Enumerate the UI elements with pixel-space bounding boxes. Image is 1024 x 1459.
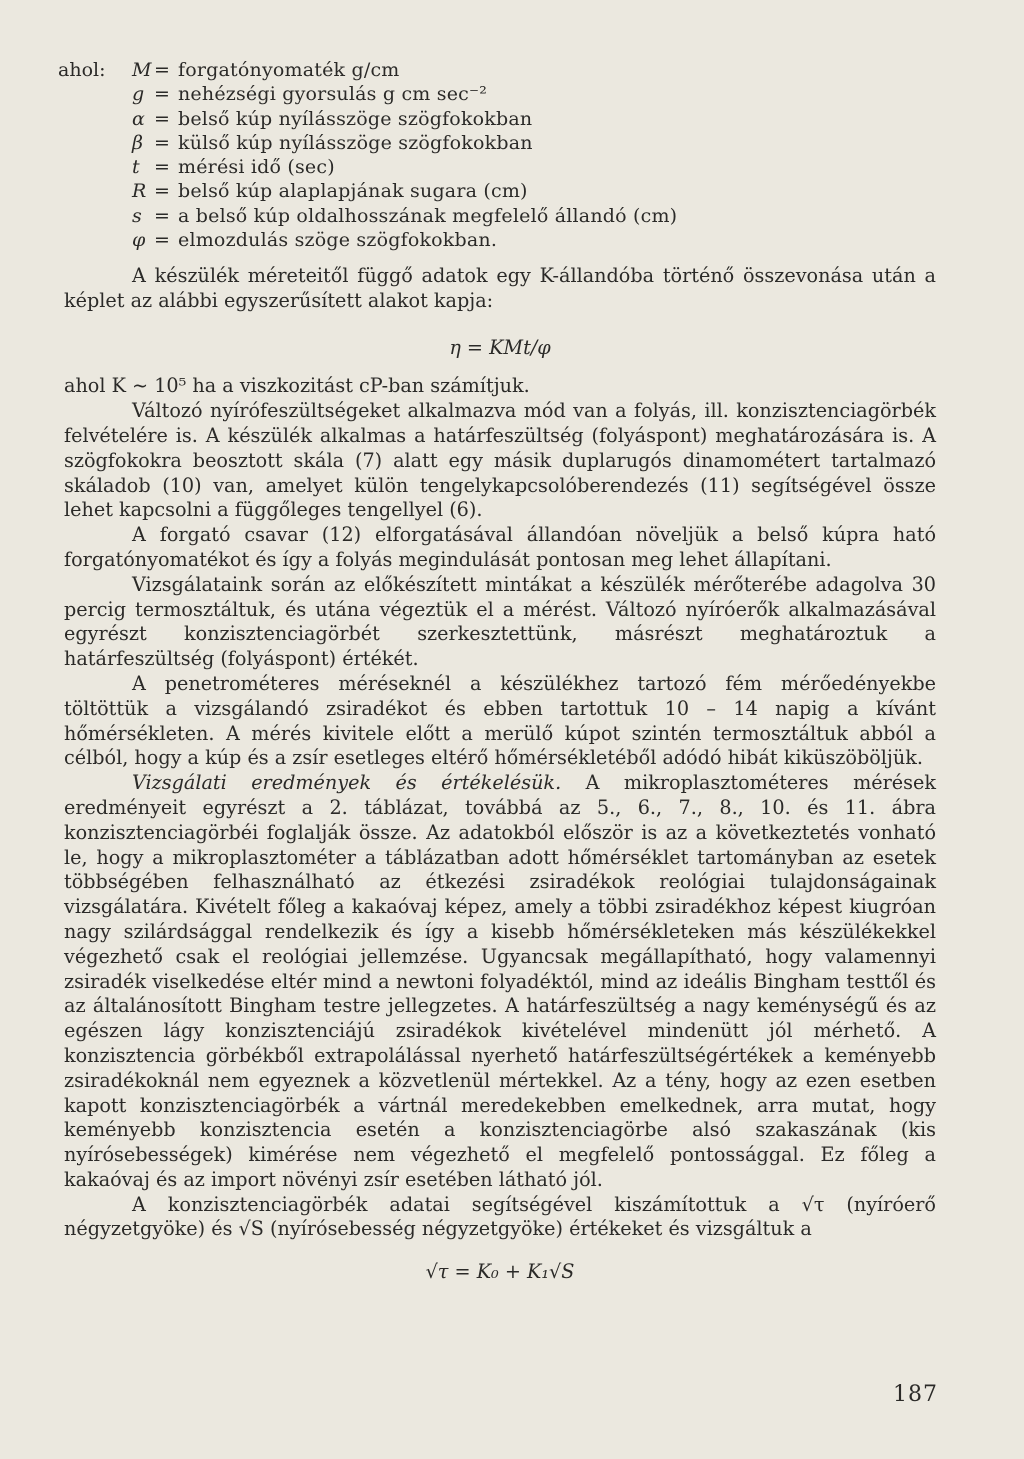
definition-text: a belső kúp oldalhosszának megfelelő állandó (cm)	[178, 204, 678, 227]
equals-sign: =	[154, 156, 170, 179]
equals-sign: =	[154, 59, 170, 81]
symbol: R	[132, 180, 147, 203]
paragraph: A készülék méreteitől függő adatok egy K-állandóba történő összevonása után a képlet az alábbi egyszerűsített alakot kapja:	[64, 264, 936, 312]
page-number: 187	[893, 1382, 938, 1407]
equals-sign: =	[154, 107, 170, 130]
equals-sign: =	[154, 180, 170, 203]
paragraph: ahol K ~ 10⁵ ha a viszkozitást cP-ban számítjuk.	[64, 374, 530, 398]
equals-sign: =	[154, 229, 170, 252]
definition-row	[58, 82, 958, 106]
definition-text: belső kúp alaplapjának sugara (cm)	[178, 180, 528, 203]
symbol: M	[132, 59, 152, 81]
definition-row	[58, 228, 958, 252]
equals-sign: =	[154, 204, 170, 227]
section-heading: Vizsgálati eredmények és értékelésük.	[132, 771, 562, 795]
symbol: β	[132, 131, 143, 154]
paragraph: A konzisztenciagörbék adatai segítségével kiszámítottuk a √τ (nyíróerő négyzetgyöke) és √S (nyírósebesség négyzetgyöke) értékeket és vizsgáltuk a	[64, 1192, 936, 1241]
regression-formula: √τ = K₀ + K₁√S	[425, 1260, 575, 1284]
definition-row	[58, 155, 958, 179]
symbol: s	[132, 204, 142, 227]
definition-text: forgatónyomaték g/cm	[178, 59, 400, 81]
lead-word: ahol:	[58, 59, 106, 81]
definition-row	[58, 107, 958, 131]
definition-text: nehézségi gyorsulás g cm sec⁻²	[178, 83, 488, 106]
definition-row	[58, 58, 958, 82]
definition-text: mérési idő (sec)	[178, 156, 335, 179]
definition-text: külső kúp nyílásszöge szögfokokban	[178, 131, 533, 154]
symbol-definitions	[58, 58, 958, 252]
body-text	[64, 264, 936, 1285]
paragraph	[64, 771, 936, 1193]
paragraph: A forgató csavar (12) elforgatásával állandóan növeljük a belső kúpra ható forgatónyomatékot és így a folyás megindulását pontosan meg lehet állapítani.	[64, 523, 936, 571]
paragraph: A penetrométeres méréseknél a készülékhez tartozó fém mérőedényekbe töltöttük a vizsgálandó zsiradékot és ebben tartottuk 10 – 14 napig a kívánt hőmérsékleten. A mérés kivitele előtt a merülő kúpot szintén termosztáltuk abból a célból, hogy a kúp és a zsír esetleges eltérő hőmérsékletéből adódó hibát kiküszöböljük.	[64, 671, 936, 770]
paragraph-text: A mikroplasztométeres mérések eredményeit egyrészt a 2. táblázat, továbbá az 5., 6., 7., 8., 10. és 11. ábra konzisztenciagörbéi foglalják össze. Az adatokból először is az a következtetés vonható le, hogy a mikroplasztométer a táblázatban adott hőmérséklet tartományban az esetek többségében felhasználható az étkezési zsiradékok reológiai tulajdonságainak vizsgálatára. Kivételt főleg a kakaóvaj képez, amely a többi zsiradékhoz képest kiugróan nagy szilárdsággal rendelkezik és így a kisebb hőmérsékleteken más készülékekkel végezhető csak el reológiai jellemzése. Ugyancsak megállapítható, hogy valamennyi zsiradék viselkedése eltér mind a newtoni folyadéktól, mind az ideális Bingham testtől és az általánosított Bingham testre jellegzetes. A határfeszültség a nagy keménységű és az egészen lágy konzisztenciájú zsiradékok kivételével mindenütt jól mérhető. A konzisztencia görbékből extrapolálással nyerhető határfeszültségértékek a keményebb zsiradékoknál nem egyeznek a közvetlenül mértekkel. Az a tény, hogy az ezen esetben kapott konzisztenciagörbék a vártnál meredekebben emelkednek, arra mutat, hogy keményebb konzisztencia esetén a konzisztenciagörbe alsó szakaszának (kis nyírósebességek) kimérése nem végezhető el megfelelő pontossággal. Ez főleg a kakaóvaj és az import növényi zsír esetében látható jól.	[64, 771, 936, 1191]
equals-sign: =	[154, 83, 170, 106]
definition-text: belső kúp nyílásszöge szögfokokban	[178, 107, 533, 130]
definition-text: elmozdulás szöge szögfokokban.	[178, 229, 498, 252]
definition-row	[58, 131, 958, 155]
viscosity-formula: η = KMt/φ	[449, 335, 551, 359]
paragraph: Változó nyírófeszültségeket alkalmazva mód van a folyás, ill. konzisztenciagörbék felvételére is. A készülék alkalmas a határfeszültség (folyáspont) meghatározására is. A szögfokokra beosztott skála (7) alatt egy másik duplarugós dinamométert tartalmazó skáladob (10) van, amelyet külön tengelykapcsolóberendezés (11) segítségével össze lehet kapcsolni a függőleges tengellyel (6).	[64, 399, 936, 522]
symbol: g	[132, 83, 145, 106]
definition-row	[58, 204, 958, 228]
equals-sign: =	[154, 131, 170, 154]
symbol: α	[132, 107, 145, 130]
symbol: t	[132, 156, 140, 179]
symbol: φ	[132, 229, 146, 252]
definition-row	[58, 179, 958, 203]
paragraph: Vizsgálataink során az előkészített mintákat a készülék mérőterébe adagolva 30 percig termosztáltuk, és utána végeztük el a mérést. Változó nyíróerők alkalmazásával egyrészt konzisztenciagörbét szerkesztettünk, másrészt meghatároztuk a határfeszültség (folyáspont) értékét.	[64, 572, 936, 671]
